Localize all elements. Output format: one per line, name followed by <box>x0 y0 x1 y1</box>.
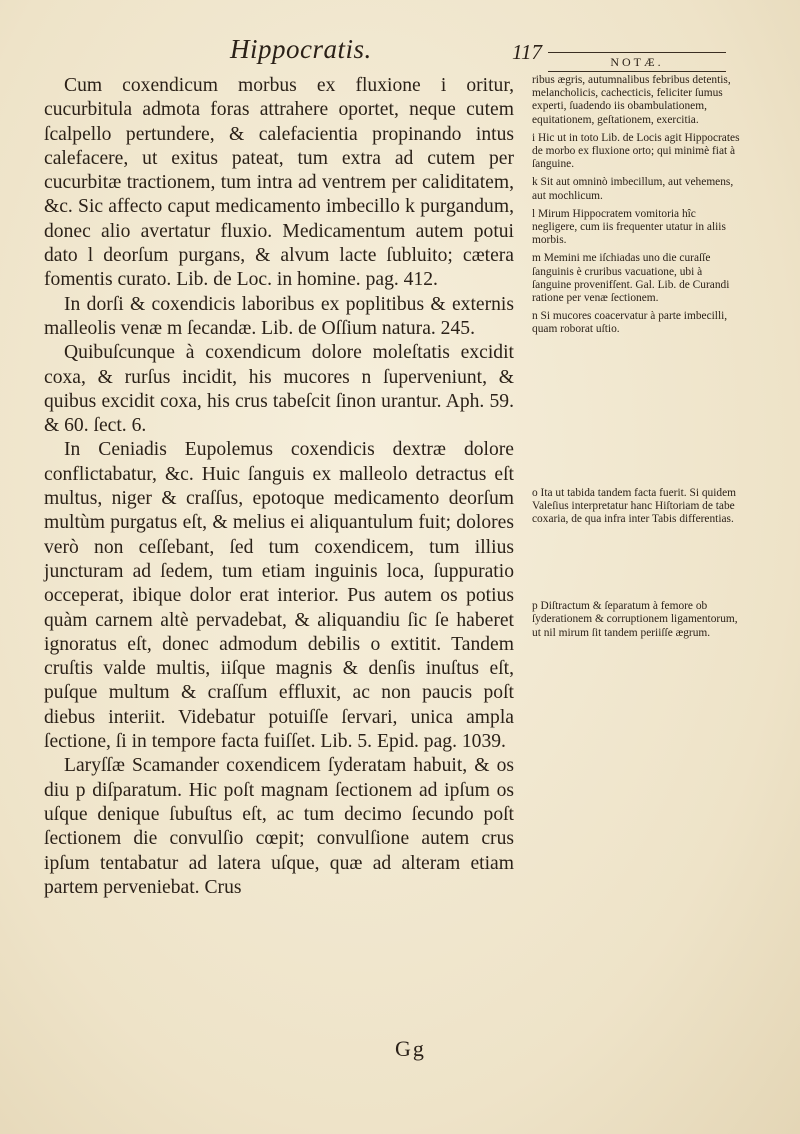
paragraph: Quibuſcunque à coxendicum dolore moleſtatis excidit coxa, & rurſus incidit, his mucores n ſuperveniunt, & quibus excidit coxa, his crus tabeſcit ſinon urantur. Aph. 59. & 60. ſect. 6. <box>44 342 514 437</box>
main-text-column <box>44 74 514 900</box>
page-number: 117 <box>512 40 542 64</box>
marginal-notes <box>532 74 740 645</box>
marginal-note: k Sit aut omninò imbecillum, aut vehemens, aut mochlicum. <box>532 176 734 202</box>
signature-mark: Gg <box>395 1036 426 1061</box>
paragraph: In dorſi & coxendicis laboribus ex poplitibus & externis malleolis venæ m ſecandæ. Lib. de Oſſium natura. 245. <box>44 293 514 339</box>
paragraph: Laryſſæ Scamander coxendicem ſyderatam habuit, & os diu p diſparatum. Hic poſt magnam ſectionem ad ipſum os uſque denique ſubuſtus eſt, ac tum decimo ſecundo poſt ſectionem die convulſio cœpit; convulſione autem crus ipſum tentabatur ad latera uſque, quæ ad alteram etiam partem perveniebat. Crus <box>44 755 514 898</box>
marginal-note: n Si mucores coacervatur à parte imbecilli, quam roborat uſtio. <box>532 310 728 336</box>
marginal-note: l Mirum Hippocratem vomitoria hîc negligere, cum iis frequenter utatur in aliis morbis. <box>532 207 726 247</box>
marginal-note: ribus ægris, autumnalibus febribus detentis, melancholicis, cachecticis, feliciter ſumus experti, ſuadendo iis obambulationem, equitationem, geſtationem, exercitia. <box>532 74 731 126</box>
marginal-note: m Memini me iſchiadas uno die curaſſe ſanguinis è cruribus vacuatione, ubi à ſanguine provenifſent. Gal. Lib. de Curandi ratione per venæ ſectionem. <box>532 252 730 305</box>
paragraph: Cum coxendicum morbus ex fluxione i oritur, cucurbitula admota foras attrahere oportet, neque cutem ſcalpello pertundere, & calefacientia propinando intus calefacere, ut exitus pateat, tum extra ad cutem per cucurbitæ tractionem, tum intra ad ventrem per caliditatem, &c. Sic affecto caput medicamento imbecillo k purgandum, donec alio avertatur fluxio. Medicamentum autem potui dato l deorſum purgans, & alvum lacte ſubluito; cætera fomentis curato. Lib. de Loc. in homine. pag. 412. <box>44 75 514 291</box>
notae-label: NOTÆ. <box>548 52 726 72</box>
marginal-note: o Ita ut tabida tandem facta fuerit. Si quidem Valeſius interpretatur hanc Hiſtoriam de tabe coxaria, de qua infra inter Tabis differentias. <box>532 486 737 526</box>
page-header <box>230 34 560 74</box>
running-title: Hippocratis. <box>230 34 372 64</box>
marginal-note: i Hic ut in toto Lib. de Locis agit Hippocrates de morbo ex fluxione orto; qui minimè fiat à ſanguine. <box>532 131 740 171</box>
paragraph: In Ceniadis Eupolemus coxendicis dextræ dolore conflictabatur, &c. Huic ſanguis ex malleolo detractus eſt multus, niger & craſſus, epotoque medicamento deorſum multùm purgatus eſt, & melius ei aliquantulum fuit; dolores verò non ceſſebant, ſed tum coxendicem, tum illius juncturam ad ſedem, tum etiam inguinis loca, ſuppuratio occeperat, ibique dolor erat interior. Pus autem os potius quàm carnem altè pervadebat, & aliquandiu ſic ſe haberet ignoratus eſt, donec admodum debilis o extitit. Tandem cruſtis valde multis, iiſque magnis & denſis inuſtus eſt, puſque multum & craſſum effluxit, ac non paucis poſt diebus interiit. Videbatur potuiſſe ſervari, unica ampla ſectione, ſi in tempore facta fuiſſet. Lib. 5. Epid. pag. 1039. <box>44 439 514 753</box>
marginal-note: p Diſtractum & ſeparatum à femore ob ſyderationem & corruptionem ligamentorum, ut nil mirum ſit tandem periiſſe ægrum. <box>532 600 738 639</box>
